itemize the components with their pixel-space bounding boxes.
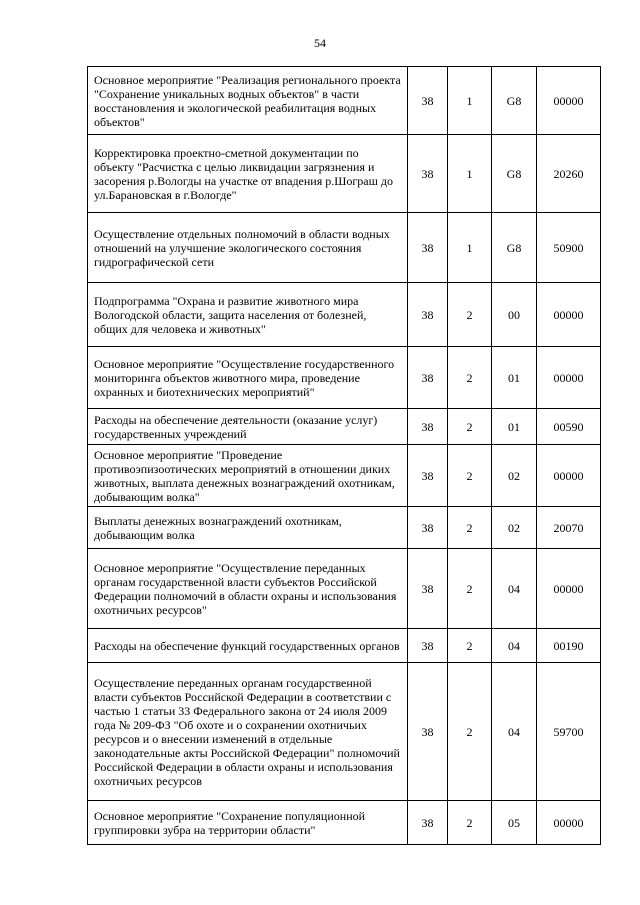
table-row — [88, 663, 601, 801]
code-measure: 04 — [492, 549, 537, 629]
code-direction: 20260 — [537, 135, 601, 213]
code-subprogram: 2 — [448, 347, 492, 409]
row-description: Основное мероприятие "Осуществление переданных органам государственной власти субъектов Российской Федерации полномочий в области охраны и использования охотничьих ресурсов" — [88, 549, 408, 629]
table-row — [88, 801, 601, 845]
row-description: Основное мероприятие "Реализация регионального проекта "Сохранение уникальных водных объектов" в части восстановления и экологической реабилитация водных объектов" — [88, 67, 408, 135]
code-measure: G8 — [492, 67, 537, 135]
code-subprogram: 1 — [448, 67, 492, 135]
row-description: Основное мероприятие "Сохранение популяционной группировки зубра на территории области" — [88, 801, 408, 845]
row-description: Расходы на обеспечение функций государственных органов — [88, 629, 408, 663]
row-description: Основное мероприятие "Проведение противоэпизоотических мероприятий в отношении диких животных, выплата денежных вознаграждений охотникам, добывающим волка" — [88, 445, 408, 507]
code-program: 38 — [408, 629, 448, 663]
table-row — [88, 629, 601, 663]
page-number: 54 — [314, 36, 326, 50]
row-description: Основное мероприятие "Осуществление государственного мониторинга объектов животного мира, проведение охранных и биотехнических мероприятий" — [88, 347, 408, 409]
budget-classification-table — [87, 66, 601, 845]
code-program: 38 — [408, 213, 448, 283]
code-subprogram: 2 — [448, 549, 492, 629]
table-row — [88, 67, 601, 135]
code-program: 38 — [408, 409, 448, 445]
code-program: 38 — [408, 663, 448, 801]
code-program: 38 — [408, 507, 448, 549]
row-description: Осуществление отдельных полномочий в области водных отношений на улучшение экологического состояния гидрографической сети — [88, 213, 408, 283]
code-direction: 00000 — [537, 445, 601, 507]
code-program: 38 — [408, 67, 448, 135]
code-measure: 01 — [492, 409, 537, 445]
table-row — [88, 135, 601, 213]
code-direction: 20070 — [537, 507, 601, 549]
code-program: 38 — [408, 347, 448, 409]
code-subprogram: 2 — [448, 629, 492, 663]
code-measure: 00 — [492, 283, 537, 347]
code-direction: 00000 — [537, 801, 601, 845]
code-measure: 04 — [492, 629, 537, 663]
code-subprogram: 2 — [448, 801, 492, 845]
table-row — [88, 213, 601, 283]
table-row — [88, 347, 601, 409]
code-program: 38 — [408, 135, 448, 213]
row-description: Корректировка проектно-сметной документации по объекту "Расчистка с целью ликвидации загрязнения и засорения р.Вологды на участке от впадения р.Шограш до ул.Барановская в г.Вологде" — [88, 135, 408, 213]
code-program: 38 — [408, 445, 448, 507]
code-direction: 50900 — [537, 213, 601, 283]
row-description: Подпрограмма "Охрана и развитие животного мира Вологодской области, защита населения от болезней, общих для человека и животных" — [88, 283, 408, 347]
code-subprogram: 2 — [448, 283, 492, 347]
row-description: Расходы на обеспечение деятельности (оказание услуг) государственных учреждений — [88, 409, 408, 445]
code-measure: 04 — [492, 663, 537, 801]
code-measure: G8 — [492, 213, 537, 283]
code-direction: 00000 — [537, 549, 601, 629]
code-direction: 00190 — [537, 629, 601, 663]
code-measure: 05 — [492, 801, 537, 845]
code-measure: 01 — [492, 347, 537, 409]
code-subprogram: 1 — [448, 213, 492, 283]
row-description: Осуществление переданных органам государственной власти субъектов Российской Федерации в соответствии с частью 1 статьи 33 Федерального закона от 24 июля 2009 года № 209-ФЗ "Об охоте и о сохранении охотничьих ресурсов и о внесении изменений в отдельные законодательные акты Российской Федерации" полномочий Российской Федерации в области охраны и использования охотничьих ресурсов — [88, 663, 408, 801]
code-program: 38 — [408, 549, 448, 629]
code-program: 38 — [408, 801, 448, 845]
table-row — [88, 549, 601, 629]
code-direction: 00000 — [537, 347, 601, 409]
code-measure: 02 — [492, 507, 537, 549]
code-program: 38 — [408, 283, 448, 347]
code-measure: G8 — [492, 135, 537, 213]
code-subprogram: 2 — [448, 507, 492, 549]
code-direction: 59700 — [537, 663, 601, 801]
code-subprogram: 1 — [448, 135, 492, 213]
row-description: Выплаты денежных вознаграждений охотникам, добывающим волка — [88, 507, 408, 549]
table-row — [88, 409, 601, 445]
table-row — [88, 445, 601, 507]
code-measure: 02 — [492, 445, 537, 507]
code-subprogram: 2 — [448, 445, 492, 507]
code-direction: 00000 — [537, 67, 601, 135]
code-direction: 00590 — [537, 409, 601, 445]
code-subprogram: 2 — [448, 663, 492, 801]
table-row — [88, 507, 601, 549]
code-subprogram: 2 — [448, 409, 492, 445]
code-direction: 00000 — [537, 283, 601, 347]
table-row — [88, 283, 601, 347]
